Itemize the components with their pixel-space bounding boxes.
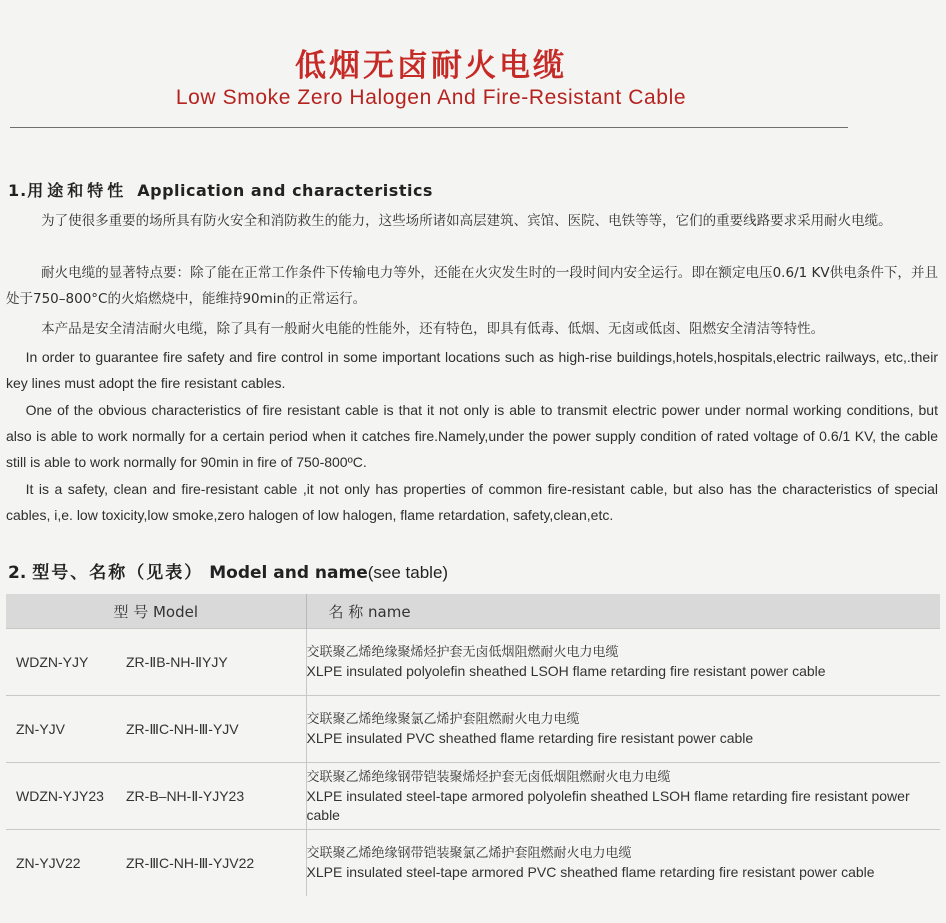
name-cell: [306, 763, 940, 830]
table-header-row: [6, 594, 940, 629]
section1-heading: [8, 178, 433, 201]
paragraph-en-2: [6, 397, 938, 475]
table-row: [6, 830, 940, 897]
name-cn: 交联聚乙烯绝缘钢带铠装聚氯乙烯护套阻燃耐火电力电缆: [306, 846, 632, 861]
name-en: XLPE insulated PVC sheathed flame retarding fire resistant power cable: [306, 730, 754, 746]
paragraph-text: One of the obvious characteristics of fire resistant cable is that it not only is able to transmit electric power under normal working conditions, but also is able to work normally for a certain period when it catches fire.Namely,under the power supply condition of rated voltage of 0.6/1 KV, the cable still is able to work normally for 90min in fire of 750-800ºC.: [6, 402, 938, 470]
section2-heading-note: (see table): [367, 563, 449, 582]
paragraph-cn-1: [6, 208, 938, 234]
model-cell: [6, 696, 306, 763]
name-cn: 交联聚乙烯绝缘聚烯烃护套无卤低烟阻燃耐火电力电缆: [306, 645, 619, 660]
model-cell: [6, 830, 306, 897]
name-cn: 交联聚乙烯绝缘钢带铠装聚烯烃护套无卤低烟阻燃耐火电力电缆: [306, 769, 671, 785]
model-cell: [6, 629, 306, 696]
paragraph-text: 为了使很多重要的场所具有防火安全和消防救生的能力，这些场所诸如高层建筑、宾馆、医院、电铁等等，它们的重要线路要求采用耐火电缆。: [41, 213, 892, 229]
page-title-cn: 低烟无卤耐火电缆: [295, 48, 567, 84]
section2-heading-en: Model and name: [209, 563, 368, 583]
model-code: ZN-YJV22: [16, 854, 81, 871]
title-divider: [10, 127, 848, 128]
name-cell: [306, 830, 940, 897]
column-header-model: 型 号 Model: [6, 594, 306, 629]
model-code: WDZN-YJY: [16, 653, 89, 670]
section2-number: 2.: [8, 563, 27, 583]
name-en: XLPE insulated steel-tape armored PVC sheathed flame retarding fire resistant power cable: [306, 864, 875, 880]
name-en: XLPE insulated polyolefin sheathed LSOH flame retarding fire resistant power cable: [306, 663, 826, 679]
paragraph-cn-2: [6, 260, 938, 312]
paragraph-en-3: [6, 476, 938, 528]
model-alt-code: ZR-ⅡB-NH-ⅡYJY: [126, 653, 228, 670]
page-title-en: Low Smoke Zero Halogen And Fire-Resistant Cable: [175, 86, 687, 109]
section1-heading-en: Application and characteristics: [137, 181, 433, 200]
model-code: WDZN-YJY23: [16, 787, 104, 804]
model-code: ZN-YJV: [16, 720, 65, 737]
model-cell: [6, 763, 306, 830]
name-cell: [306, 629, 940, 696]
paragraph-cn-3: [6, 316, 938, 342]
paragraph-text: 本产品是安全清洁耐火电缆，除了具有一般耐火电能的性能外，还有特色，即具有低毒、低烟、无卤或低卤、阻燃安全清洁等特性。: [41, 321, 825, 337]
table-row: [6, 696, 940, 763]
model-name-table: [6, 594, 940, 896]
section2-heading: [8, 558, 448, 583]
section1-number: 1.: [8, 181, 28, 200]
paragraph-text: In order to guarantee fire safety and fire control in some important locations such as high-rise buildings,hotels,hospitals,electric railways, etc,.their key lines must adopt the fire resistant cables.: [6, 349, 938, 391]
name-cell: [306, 696, 940, 763]
table-row: [6, 763, 940, 830]
name-en: XLPE insulated steel-tape armored polyolefin sheathed LSOH flame retarding fire resistant power cable: [306, 787, 910, 823]
section1-heading-cn: 用途和特性: [27, 181, 128, 200]
model-alt-code: ZR-ⅢC-NH-Ⅲ-YJV22: [126, 854, 255, 871]
paragraph-text: It is a safety, clean and fire-resistant cable ,it not only has properties of common fire-resistant cable, but also has the characteristics of special cables, i,e. low toxicity,low smoke,zero halogen of low halogen, flame retardation, safety,clean,etc.: [6, 481, 938, 523]
paragraph-en-1: [6, 344, 938, 396]
section2-heading-cn: 型号、名称（见表）: [32, 563, 204, 583]
table-row: [6, 629, 940, 696]
column-header-name: 名 称 name: [306, 594, 940, 629]
name-cn: 交联聚乙烯绝缘聚氯乙烯护套阻燃耐火电力电缆: [306, 712, 580, 727]
model-alt-code: ZR-B–NH-Ⅱ-YJY23: [126, 787, 245, 804]
model-alt-code: ZR-ⅢC-NH-Ⅲ-YJV: [126, 720, 239, 737]
paragraph-text: 耐火电缆的显著特点要：除了能在正常工作条件下传输电力等外，还能在火灾发生时的一段时间内安全运行。即在额定电压0.6/1 KV供电条件下，并且处于750–800°C的火焰燃烧中，能维持90min的正常运行。: [6, 265, 938, 307]
